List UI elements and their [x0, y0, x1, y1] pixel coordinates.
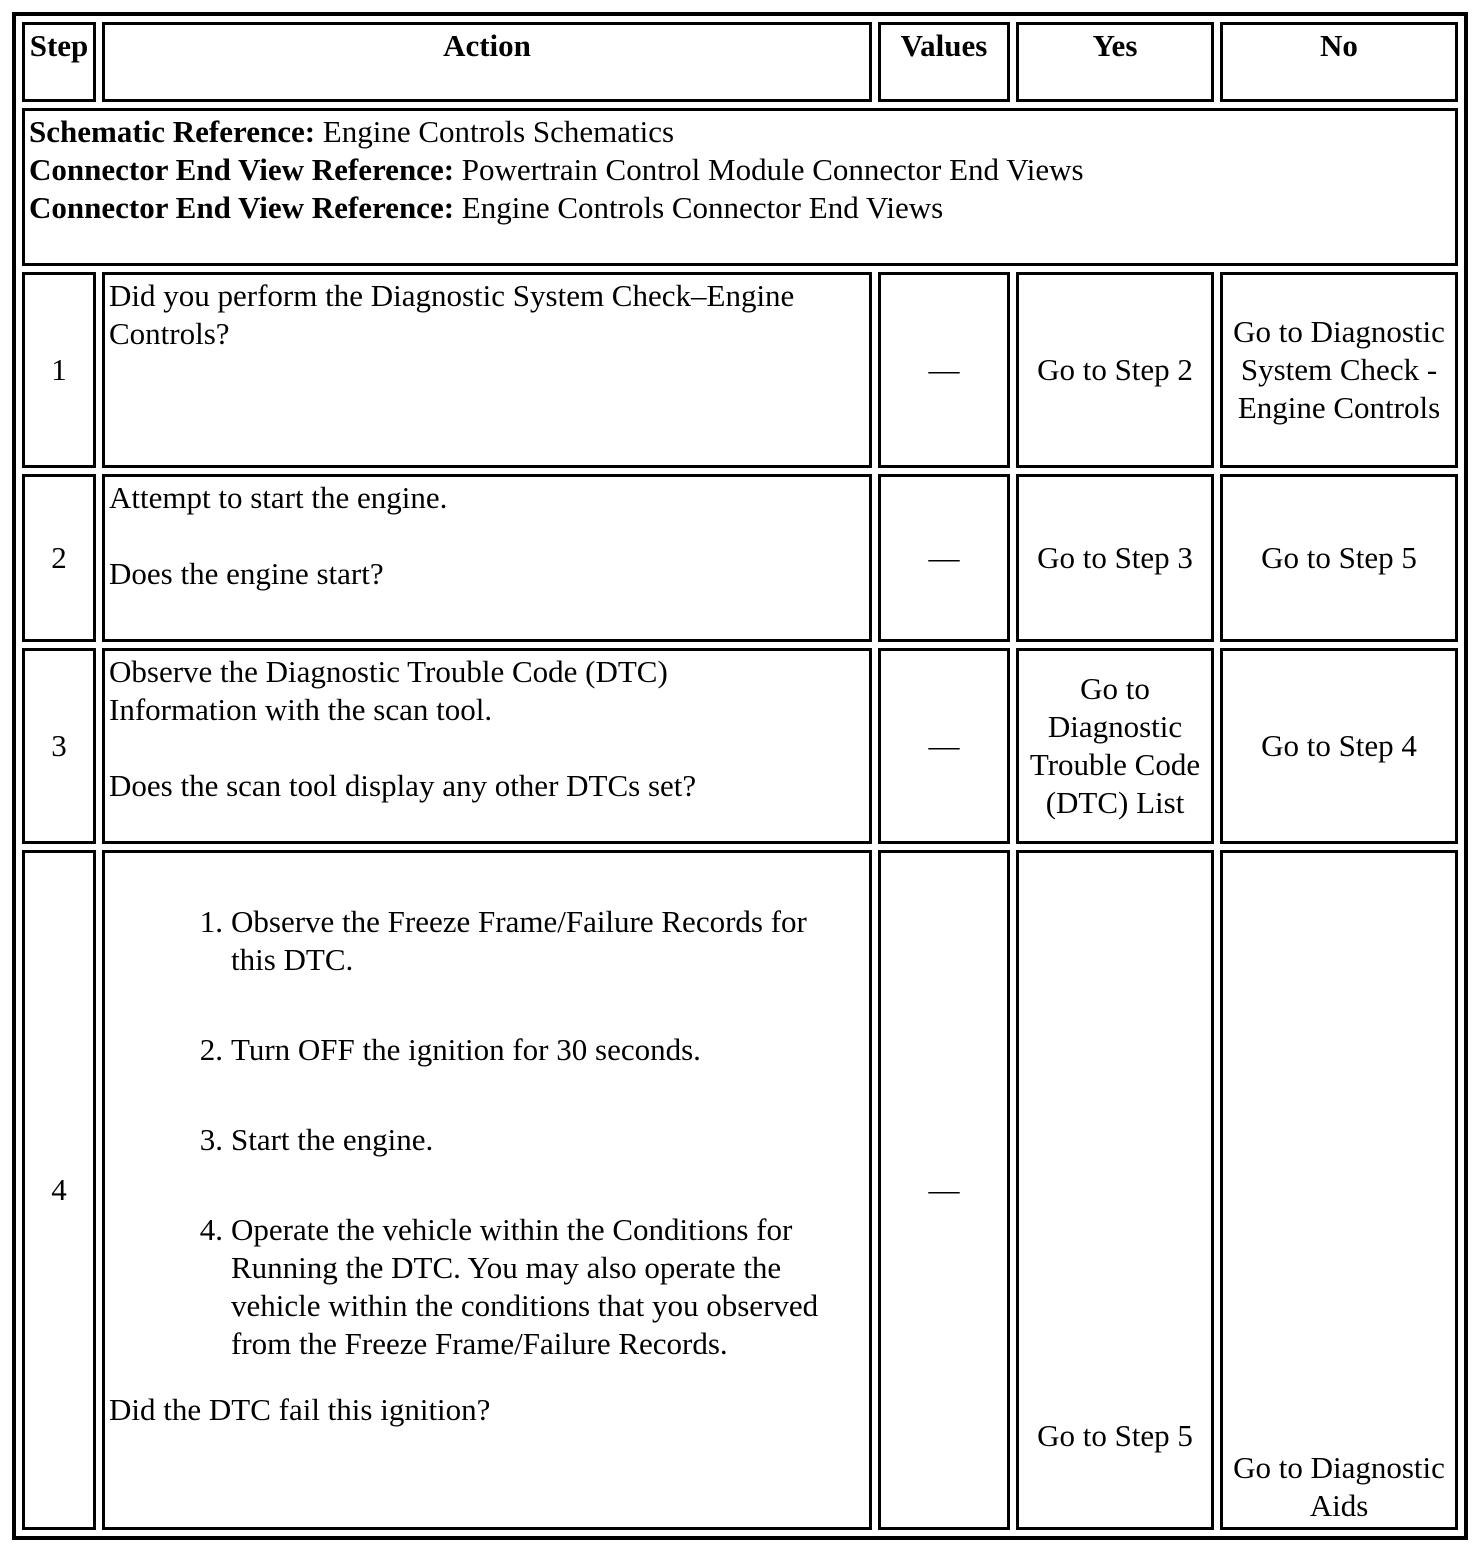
header-row	[22, 22, 1458, 102]
header-yes: Yes	[1016, 22, 1214, 102]
diagnostic-table	[12, 12, 1468, 1540]
header-values: Values	[878, 22, 1010, 102]
list-item: 2. Turn OFF the ignition for 30 seconds.	[199, 1032, 701, 1067]
yes-cell: Go to Step 2	[1016, 272, 1214, 468]
value-cell: —	[878, 474, 1010, 642]
table-row	[22, 272, 1458, 468]
list-item: 3. Start the engine.	[199, 1122, 434, 1157]
header-action: Action	[102, 22, 872, 102]
substep-list	[109, 903, 865, 1363]
list-item: 1. Observe the Freeze Frame/Failure Records for this DTC.	[199, 904, 807, 977]
action-cell	[102, 850, 872, 1530]
step-number: 3	[22, 648, 96, 844]
reference-pcm-connector: Connector End View Reference: Powertrain Control Module Connector End Views	[29, 152, 1084, 187]
table-row	[22, 474, 1458, 642]
value-cell: —	[878, 272, 1010, 468]
yes-cell: Go to Step 5	[1016, 850, 1214, 1530]
reference-schematic: Schematic Reference: Engine Controls Schematics	[29, 114, 675, 149]
no-cell: Go to Step 4	[1220, 648, 1458, 844]
references-row	[22, 108, 1458, 266]
yes-cell: Go to Diagnostic Trouble Code (DTC) List	[1016, 648, 1214, 844]
action-cell: Attempt to start the engine. Does the engine start?	[102, 474, 872, 642]
value-cell: —	[878, 648, 1010, 844]
reference-engine-connector: Connector End View Reference: Engine Controls Connector End Views	[29, 190, 944, 225]
yes-cell: Go to Step 3	[1016, 474, 1214, 642]
step4-question: Did the DTC fail this ignition?	[109, 1392, 491, 1427]
step-number: 1	[22, 272, 96, 468]
no-cell: Go to Step 5	[1220, 474, 1458, 642]
value-cell: —	[878, 850, 1010, 1530]
header-step: Step	[22, 22, 96, 102]
step-number: 2	[22, 474, 96, 642]
action-cell: Did you perform the Diagnostic System Check–Engine Controls?	[102, 272, 872, 468]
table-row	[22, 648, 1458, 844]
no-cell: Go to Diagnostic Aids	[1220, 850, 1458, 1530]
action-cell: Observe the Diagnostic Trouble Code (DTC) Information with the scan tool. Does the scan tool display any other DTCs set?	[102, 648, 872, 844]
step-number: 4	[22, 850, 96, 1530]
table-row	[22, 850, 1458, 1530]
no-cell: Go to Diagnostic System Check - Engine Controls	[1220, 272, 1458, 468]
header-no: No	[1220, 22, 1458, 102]
references-cell	[22, 108, 1458, 266]
list-item: 4. Operate the vehicle within the Conditions for Running the DTC. You may also operate the vehicle within the conditions that you observed from the Freeze Frame/Failure Records.	[199, 1212, 819, 1361]
